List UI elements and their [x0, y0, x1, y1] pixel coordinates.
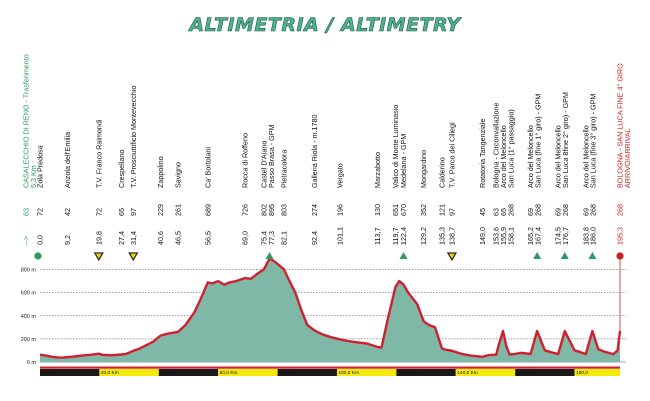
waypoint-altitude: 261: [173, 204, 183, 216]
chart-title: ALTIMETRIA / ALTIMETRY: [189, 14, 461, 36]
elevation-profile: [40, 259, 620, 362]
waypoint-name: Marzabotto: [373, 152, 383, 188]
distance-bar-top: [40, 367, 620, 369]
waypoint-altitude: 130: [373, 204, 383, 216]
waypoint-altitude: 97: [447, 208, 457, 216]
waypoint-km: 75,4: [259, 231, 269, 245]
waypoint-altitude: 63: [21, 208, 31, 216]
waypoint-km: 195,3: [615, 227, 625, 245]
waypoint-name: San Luca (fine 1° giro) - GPM: [533, 93, 543, 188]
waypoint-km: 167,4: [533, 227, 543, 245]
gpm-marker: [561, 252, 569, 259]
waypoint-km: 183,8: [581, 227, 591, 245]
waypoint-km: 149,0: [477, 227, 487, 245]
waypoint-altitude: 72: [35, 208, 45, 216]
waypoint-name: Calderino: [437, 157, 447, 188]
waypoint-name: CASALECCHIO DI RENO - Trasferimento: [21, 54, 31, 188]
waypoint-name: Arco del Meloncello: [499, 125, 509, 188]
waypoint-km: 155,9: [499, 227, 509, 245]
waypoint-altitude: 268: [588, 204, 598, 216]
waypoint-altitude: 65: [116, 208, 126, 216]
waypoint-name: 5,3 Km: [28, 165, 38, 188]
waypoint-name: T.V. Prosciuttificio Montevecchio: [128, 85, 138, 188]
waypoint-name: Savigno: [173, 162, 183, 188]
waypoint-name: Bologna - Circonvallazione: [491, 102, 501, 188]
gpm-marker: [266, 252, 274, 259]
waypoint-km: 113,7: [373, 227, 383, 245]
waypoint-altitude: 97: [128, 208, 138, 216]
waypoint-altitude: 268: [533, 204, 543, 216]
waypoint-km: 9,2: [62, 235, 72, 245]
waypoint-name: Arco del Meloncello: [526, 125, 536, 188]
waypoint-km: 69,0: [240, 231, 250, 245]
waypoint-km: 153,6: [491, 227, 501, 245]
waypoint-name: BOLOGNA - SAN LUCA FINE 4° GIRO: [615, 63, 625, 188]
waypoint-km: 129,2: [419, 227, 429, 245]
waypoint-name: San Luca (fine 3° giro) - GPM: [588, 93, 598, 188]
waypoint-name: Arco del Meloncello: [581, 125, 591, 188]
waypoint-altitude: 352: [419, 204, 429, 216]
waypoint-altitude: 651: [390, 204, 400, 216]
waypoint-km: 101,1: [335, 227, 345, 245]
distance-bar: [40, 367, 620, 377]
waypoint-name: Rocca di Roffeno: [240, 132, 250, 188]
waypoint-name: Castel D'Aiano: [259, 140, 269, 188]
sprint-marker: [448, 253, 456, 260]
waypoint-name: Zappolino: [156, 156, 166, 188]
waypoint-name: Ca' Bortolani: [203, 147, 213, 188]
waypoint-altitude: 72: [94, 208, 104, 216]
x-tick-label: 140,0 Km: [457, 371, 478, 377]
waypoint-altitude: 45: [477, 208, 487, 216]
waypoint-name: Vergato: [335, 163, 345, 188]
x-tick-label: 60,0 Km: [219, 371, 238, 377]
waypoint-name: Galleria Riola - m.1780: [309, 114, 319, 188]
x-tick-label: 80,0 Km: [279, 371, 297, 377]
waypoint-km: 174,5: [553, 227, 563, 245]
waypoint-km: 186,0: [588, 227, 598, 245]
x-tick-label: 180,0: [576, 371, 589, 377]
waypoint-altitude: 121: [437, 204, 447, 216]
waypoint-altitude: 196: [335, 204, 345, 216]
x-tick-label: 40,0 Km: [160, 371, 179, 377]
waypoint-km: 82,1: [279, 231, 289, 245]
start-marker: [34, 252, 41, 259]
waypoint-km: 77,3: [266, 231, 276, 245]
x-tick-label: 0,0 Km: [41, 371, 57, 377]
waypoint-altitude: 69: [553, 208, 563, 216]
x-tick-label: 160,0 Km: [516, 371, 538, 377]
gpm-marker: [533, 252, 541, 259]
waypoint-km: 0,0: [35, 235, 45, 245]
waypoint-name: Rotatoria Tangenziale: [477, 118, 487, 188]
waypoint-altitude: 895: [266, 204, 276, 216]
waypoint-km: 92,4: [309, 231, 319, 245]
waypoint-name: Arco del Meloncello: [553, 125, 563, 188]
x-tick-label: 20,0 Km: [100, 371, 119, 377]
waypoint-km: 56,5: [203, 231, 213, 245]
waypoint-km: -->: [21, 236, 31, 245]
waypoint-altitude: 42: [62, 208, 72, 216]
waypoint-altitude: 229: [156, 204, 166, 216]
waypoint-name: San Luca (1° passaggio): [506, 109, 516, 188]
y-tick-label: 400 m: [20, 313, 36, 320]
waypoint-altitude: 65: [499, 208, 509, 216]
waypoint-altitude: 268: [561, 204, 571, 216]
x-tick-label: 120,0 Km: [397, 371, 419, 377]
waypoint-altitude: 802: [259, 204, 269, 216]
waypoint-name: ARRIVO/ARRIVAL: [622, 128, 632, 188]
waypoint-labels: [22, 54, 632, 245]
waypoint-km: 31,4: [128, 231, 138, 245]
waypoint-altitude: 670: [399, 204, 409, 216]
waypoint-name: Pietracolora: [279, 149, 289, 188]
sprint-marker: [129, 253, 137, 260]
waypoint-altitude: 268: [615, 204, 625, 216]
waypoint-km: 46,5: [173, 231, 183, 245]
waypoint-altitude: 63: [491, 208, 501, 216]
waypoint-km: 135,3: [437, 227, 447, 245]
waypoint-name: Medelana - GPM: [399, 133, 409, 188]
gpm-marker: [588, 252, 596, 259]
y-tick-label: 600 m: [20, 290, 36, 297]
waypoint-name: San Luca 8fine 2° giro) - GPM: [561, 92, 571, 188]
waypoint-name: Mongardino: [419, 150, 429, 188]
waypoint-name: Crespellano: [116, 149, 126, 188]
waypoint-km: 119,7: [390, 227, 400, 245]
waypoint-name: T.V. Franco Raimondi: [94, 119, 104, 188]
waypoint-altitude: 726: [240, 204, 250, 216]
waypoint-altitude: 268: [506, 204, 516, 216]
y-tick-label: 800 m: [20, 267, 36, 274]
waypoint-km: 122,4: [399, 227, 409, 245]
waypoint-altitude: 274: [309, 204, 319, 216]
waypoint-altitude: 69: [526, 208, 536, 216]
waypoint-km: 158,1: [506, 227, 516, 245]
waypoint-altitude: 689: [203, 204, 213, 216]
waypoint-name: Anzola dell'Emilia: [62, 131, 72, 188]
waypoint-km: 165,2: [526, 227, 536, 245]
x-tick-label: 100,0 Km: [338, 371, 360, 377]
waypoint-km: 40,6: [156, 231, 166, 245]
waypoint-km: 176,7: [561, 227, 571, 245]
y-tick-label: 200 m: [20, 336, 36, 343]
waypoint-name: Zola Predosa: [35, 145, 45, 188]
waypoint-km: 27,4: [116, 231, 126, 245]
waypoint-km: 19,8: [94, 231, 104, 245]
profile-markers: [34, 252, 623, 331]
waypoint-name: T.V. Parco dei Ciliegi: [447, 122, 457, 188]
waypoint-name: Passo Brasa - GPM: [266, 124, 276, 188]
waypoint-altitude: 69: [581, 208, 591, 216]
finish-marker: [616, 252, 623, 259]
sprint-marker: [95, 253, 103, 260]
y-tick-label: 0 m: [26, 360, 36, 366]
waypoint-km: 138,7: [447, 227, 457, 245]
waypoint-name: Valico di Monte Luminasio: [390, 104, 400, 188]
waypoint-altitude: 803: [279, 204, 289, 216]
gpm-marker: [400, 252, 408, 259]
